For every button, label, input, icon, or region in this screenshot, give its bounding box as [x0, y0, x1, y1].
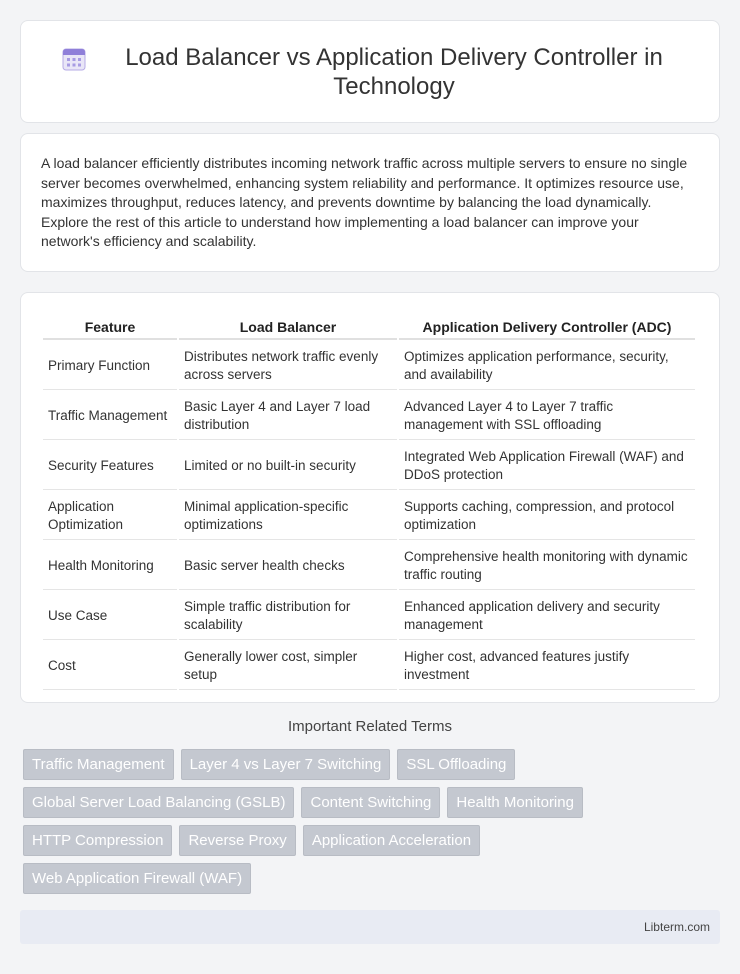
cell-feature: Cost — [43, 642, 177, 690]
cell-load-balancer: Distributes network traffic evenly across servers — [179, 342, 397, 390]
cell-feature: Use Case — [43, 592, 177, 640]
cell-feature: Health Monitoring — [43, 542, 177, 590]
comparison-table — [41, 313, 697, 692]
header-card — [20, 20, 720, 123]
related-term-tag[interactable]: Traffic Management — [23, 749, 174, 780]
header-feature: Feature — [43, 315, 177, 340]
header-adc: Application Delivery Controller (ADC) — [399, 315, 695, 340]
cell-feature: Traffic Management — [43, 392, 177, 440]
header-load-balancer: Load Balancer — [179, 315, 397, 340]
related-term-tag[interactable]: Health Monitoring — [447, 787, 583, 818]
cell-adc: Enhanced application delivery and security management — [399, 592, 695, 640]
cell-feature: Primary Function — [43, 342, 177, 390]
cell-load-balancer: Minimal application-specific optimizations — [179, 492, 397, 540]
cell-adc: Comprehensive health monitoring with dynamic traffic routing — [399, 542, 695, 590]
cell-load-balancer: Limited or no built-in security — [179, 442, 397, 490]
cell-load-balancer: Generally lower cost, simpler setup — [179, 642, 397, 690]
cell-load-balancer: Basic Layer 4 and Layer 7 load distribution — [179, 392, 397, 440]
cell-adc: Supports caching, compression, and protocol optimization — [399, 492, 695, 540]
table-header-row — [43, 315, 695, 340]
cell-load-balancer: Simple traffic distribution for scalability — [179, 592, 397, 640]
table-row — [43, 542, 695, 590]
comparison-table-card — [20, 292, 720, 703]
title-wrap — [61, 43, 679, 101]
related-term-tag[interactable]: Web Application Firewall (WAF) — [23, 863, 251, 894]
table-row — [43, 442, 695, 490]
intro-card — [20, 133, 720, 272]
related-term-tag[interactable]: Content Switching — [301, 787, 440, 818]
cell-load-balancer: Basic server health checks — [179, 542, 397, 590]
cell-feature: Security Features — [43, 442, 177, 490]
related-term-tag[interactable]: Global Server Load Balancing (GSLB) — [23, 787, 294, 818]
page-title: Load Balancer vs Application Delivery Controller in Technology — [125, 43, 663, 100]
footer — [20, 910, 720, 944]
related-terms-section — [20, 718, 720, 901]
cell-adc: Optimizes application performance, security, and availability — [399, 342, 695, 390]
related-term-tag[interactable]: Layer 4 vs Layer 7 Switching — [181, 749, 391, 780]
related-term-tag[interactable]: Application Acceleration — [303, 825, 480, 856]
related-term-tag[interactable]: HTTP Compression — [23, 825, 172, 856]
cell-adc: Higher cost, advanced features justify investment — [399, 642, 695, 690]
footer-site-link[interactable]: Libterm.com — [643, 920, 710, 934]
related-term-tag[interactable]: Reverse Proxy — [179, 825, 295, 856]
related-term-tag[interactable]: SSL Offloading — [397, 749, 515, 780]
table-row — [43, 592, 695, 640]
related-terms-title: Important Related Terms — [288, 718, 452, 735]
cell-adc: Advanced Layer 4 to Layer 7 traffic management with SSL offloading — [399, 392, 695, 440]
table-row — [43, 492, 695, 540]
related-terms-list — [20, 749, 720, 901]
intro-text: A load balancer efficiently distributes incoming network traffic across multiple servers to ensure no single server becomes overwhelmed, enhancing system reliability and performance. It optimizes resource use, maximizes throughput, reduces latency, and prevents downtime by balancing the load dynamically. Explore the rest of this article to understand how implementing a load balancer can improve your network's efficiency and scalability. — [41, 155, 688, 250]
table-row — [43, 642, 695, 690]
table-row — [43, 392, 695, 440]
table-row — [43, 342, 695, 390]
cell-feature: Application Optimization — [43, 492, 177, 540]
cell-adc: Integrated Web Application Firewall (WAF) and DDoS protection — [399, 442, 695, 490]
calendar-icon — [61, 46, 87, 72]
